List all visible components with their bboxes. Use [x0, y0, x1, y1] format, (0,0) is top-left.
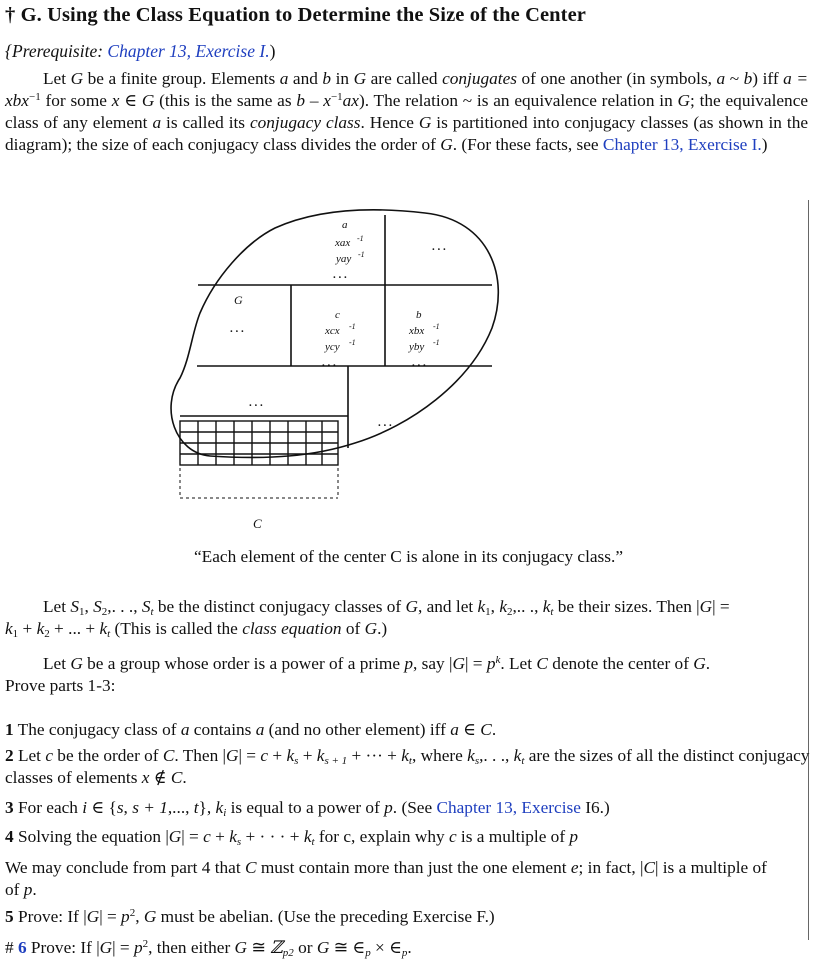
- prereq-link[interactable]: Chapter 13, Exercise I.: [107, 41, 270, 61]
- diagram-G-label: G: [234, 293, 243, 307]
- svg-text:. . .: . . .: [322, 357, 336, 369]
- conjugacy-diagram: [150, 198, 540, 538]
- svg-text:. . .: . . .: [333, 269, 347, 281]
- part-2: 2 Let c be the order of C. Then $|G| = c + k_s + k_{s + 1}$ + ··· + $k_t$, where $k_s$,. . ., $k_t$ are the sizes of all the distinct conjugacy classes of elements x ∉ C.: [5, 746, 810, 787]
- part-1: 1 The conjugacy class of a contains a (and no other element) iff a ∈ C.: [5, 720, 497, 739]
- part3-chapter-link[interactable]: Chapter 13, Exercise: [436, 798, 581, 817]
- conclusion: We may conclude from part 4 that C must contain more than just the one element e; in fact, |C| is a multiple of of p.: [5, 858, 767, 899]
- svg-text:. . .: . . .: [249, 397, 263, 409]
- svg-text:a: a: [342, 219, 348, 231]
- section-heading: † G. Using the Class Equation to Determine the Size of the Center: [5, 4, 587, 26]
- svg-text:. . .: . . .: [412, 357, 426, 369]
- svg-text:-1: -1: [349, 338, 356, 347]
- svg-text:-1: -1: [349, 322, 356, 331]
- svg-text:. . .: . . .: [432, 241, 446, 253]
- svg-text:yby: yby: [409, 341, 425, 353]
- svg-text:-1: -1: [433, 338, 440, 347]
- svg-text:-1: -1: [433, 322, 440, 331]
- svg-text:xax: xax: [335, 237, 351, 249]
- center-brace: [180, 468, 338, 498]
- svg-text:b: b: [416, 309, 422, 321]
- diagram-C-label: C: [253, 516, 262, 531]
- diagram-caption: “Each element of the center C is alone in its conjugacy class.”: [194, 547, 623, 566]
- svg-text:xbx: xbx: [409, 325, 425, 337]
- svg-text:-1: -1: [358, 250, 365, 259]
- svg-text:-1: -1: [357, 234, 364, 243]
- svg-text:. . .: . . .: [378, 417, 392, 429]
- intro-paragraph: Let G be a finite group. Elements a and b in G are called conjugates of one another (in symbols, a ~ b) iff a = xbx$^{-1}$ for some x ∈ G (this is the same as b – $x^{-1}ax$). The relation ~ is an equivalence relation in G; the equivalence class of any element a is called its conjugacy class. Hence G is partitioned into conjugacy classes (as shown in the diagram); the size of each conjugacy class divides the order of G. (For these facts, see Chapter 13, Exercise I.): [5, 69, 809, 154]
- svg-text:xcx: xcx: [325, 325, 340, 337]
- class-equation-paragraph: Let $S_1$, $S_2$,. . ., $S_t$ be the distinct conjugacy classes of G, and let $k_1$, $k_2$,.. ., $k_t$ be their sizes. Then |G| = $k_1 + k_2$ + ... + $k_t$ (This is called the class equation of G.): [5, 597, 730, 640]
- p-group-paragraph: Let G be a group whose order is a power of a prime p, say $|G| = p^k$. Let C denote the center of G. Prove parts 1-3:: [5, 654, 711, 695]
- part-6: # 6 Prove: If $|G| = p^2$, then either G ≅ ℤ$_{p2}$ or G ≅ $\in_p$ × $\in_p$.: [5, 938, 412, 959]
- svg-text:ycy: ycy: [325, 341, 340, 353]
- svg-text:c: c: [335, 309, 340, 321]
- part-5: 5 Prove: If $|G| = p^2$, G must be abelian. (Use the preceding Exercise F.): [5, 907, 495, 926]
- part-3: 3 For each i ∈ {s, s + 1,..., t}, $k_i$ is equal to a power of p. (See Chapter 13, Exercise I6.): [5, 798, 610, 819]
- svg-text:. . .: . . .: [230, 323, 244, 335]
- part-4: 4 Solving the equation $|G| = c + k_s$ + · · · + $k_t$ for c, explain why c is a multiple of p: [5, 827, 579, 848]
- prerequisite-line: {Prerequisite: Chapter 13, Exercise I.): [5, 41, 276, 61]
- svg-text:yay: yay: [336, 253, 352, 265]
- intro-chapter-link[interactable]: Chapter 13, Exercise I.: [602, 135, 762, 154]
- center-grid: [180, 421, 338, 465]
